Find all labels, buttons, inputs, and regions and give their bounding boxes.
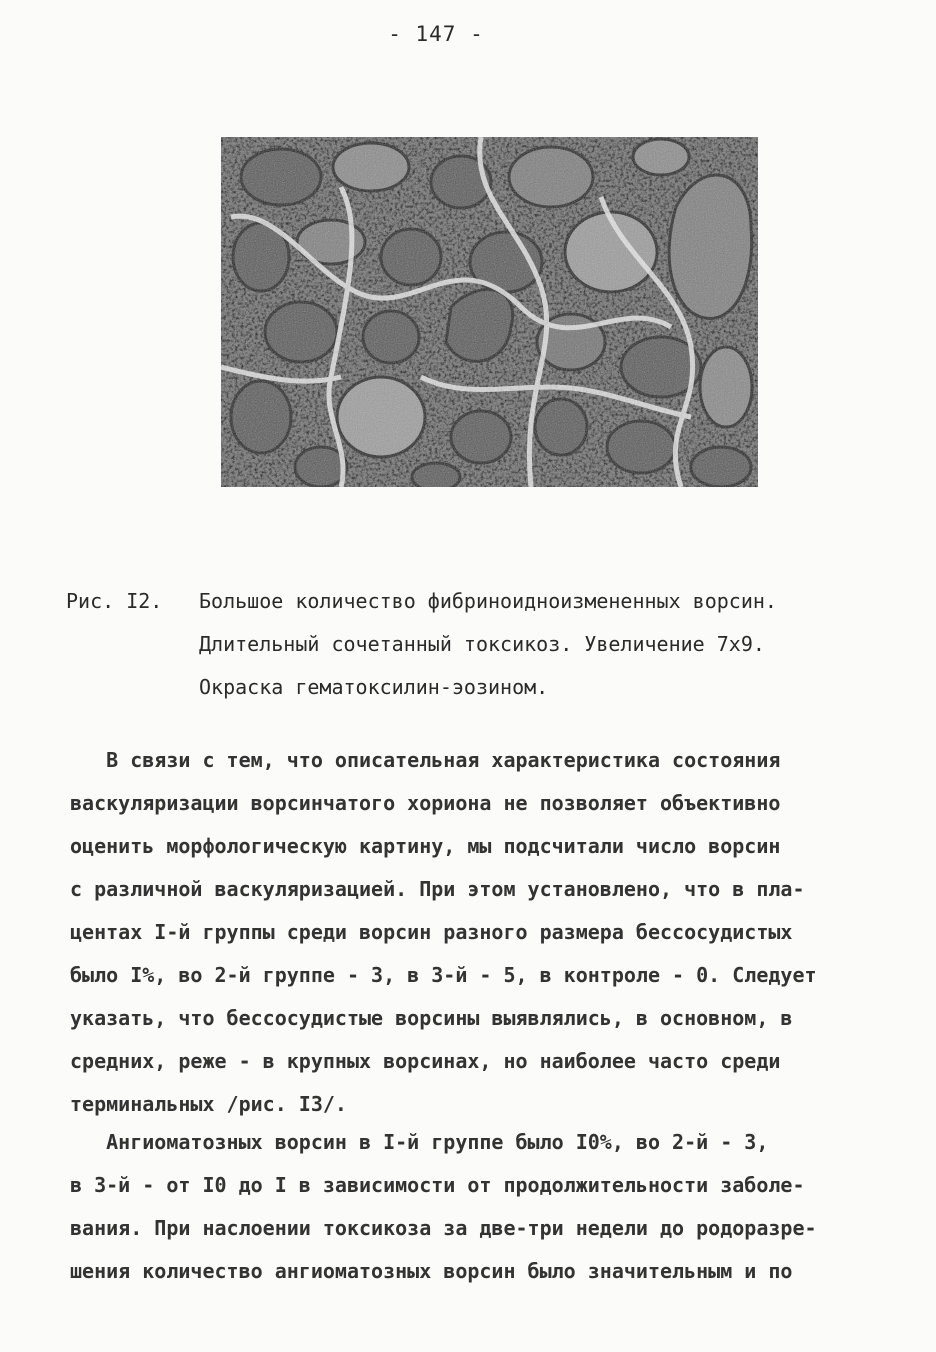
caption-line: Длительный сочетанный токсикоз. Увеличение 7x9.: [199, 632, 765, 656]
text-line: с различной васкуляризацией. При этом установлено, что в пла-: [70, 877, 805, 901]
text-line: В связи с тем, что описательная характеристика состояния: [70, 748, 781, 772]
text-line: Ангиоматозных ворсин в I-й группе было I0%, во 2-й - 3,: [70, 1130, 769, 1154]
text-line: терминальных /рис. I3/.: [70, 1092, 347, 1116]
text-line: указать, что бессосудистые ворсины выявлялись, в основном, в: [70, 1006, 793, 1030]
caption-line: Окраска гематоксилин-эозином.: [199, 675, 549, 699]
text-line: вания. При наслоении токсикоза за две-три недели до родоразре-: [70, 1216, 817, 1240]
text-line: шения количество ангиоматозных ворсин было значительным и по: [70, 1259, 793, 1283]
text-line: васкуляризации ворсинчатого хориона не позволяет объективно: [70, 791, 781, 815]
micrograph-image: [221, 137, 758, 487]
text-line: оценить морфологическую картину, мы подсчитали число ворсин: [70, 834, 781, 858]
micrograph-figure: [221, 137, 758, 487]
text-line: средних, реже - в крупных ворсинах, но наиболее часто среди: [70, 1049, 781, 1073]
page-number: - 147 -: [388, 22, 484, 46]
text-line: было I%, во 2-й группе - 3, в 3-й - 5, в контроле - 0. Следует: [70, 963, 817, 987]
text-line: в 3-й - от I0 до I в зависимости от продолжительности заболе-: [70, 1173, 805, 1197]
text-line: центах I-й группы среди ворсин разного размера бессосудистых: [70, 920, 793, 944]
caption-line: Большое количество фибриноидноизмененных ворсин.: [199, 589, 777, 613]
caption-label: Рис. I2.: [66, 589, 163, 613]
